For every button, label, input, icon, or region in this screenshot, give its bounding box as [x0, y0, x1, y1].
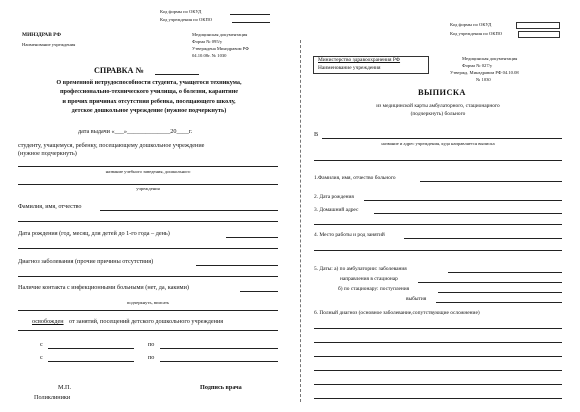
right-diagnosis-line5[interactable] — [314, 384, 562, 385]
left-released-rest: от занятий, посещений детского дошкольного учреждения — [69, 318, 224, 325]
left-to1-label: по — [148, 341, 155, 348]
right-doc-line1: Медицинская документация — [462, 56, 518, 61]
left-doc-line3: Утверждена Минздравом РФ — [192, 46, 249, 51]
right-diagnosis-line3[interactable] — [314, 356, 562, 357]
right-item2-field[interactable] — [364, 200, 562, 201]
right-item4-field2[interactable] — [314, 250, 562, 251]
left-birth-field[interactable] — [226, 237, 278, 238]
right-title: ВЫПИСКА — [418, 88, 466, 97]
right-item5a: 5. Даты: а) по амбулатории: заболевания — [314, 266, 407, 272]
right-okud-field[interactable] — [516, 22, 560, 29]
right-item6: 6. Полный диагноз (основное заболевание,сопутствующие осложнение) — [314, 310, 480, 316]
right-item1-field[interactable] — [420, 181, 562, 182]
left-subtitle-line1: О временной нетрудоспособности студента, учащегося техникума, — [56, 79, 242, 86]
left-subtitle-line2: профессионально-технического училища, о болезни, карантине — [59, 88, 239, 96]
right-item5d-field[interactable] — [436, 302, 562, 303]
left-to2-field[interactable] — [160, 361, 278, 362]
left-subtitle-line3: и прочих причинах отсутствия ребенка, посещающего школу, — [62, 97, 236, 105]
left-issue-date[interactable]: дата выдачи «___»______________20____г. — [78, 128, 193, 135]
right-diagnosis-line6[interactable] — [314, 398, 562, 399]
left-fio-field2[interactable] — [18, 221, 278, 222]
left-fio-field[interactable] — [100, 210, 278, 211]
left-doc-line1: Медицинская документация — [192, 32, 248, 37]
left-institution-label: Наименование учреждения — [22, 42, 76, 47]
left-doc-line2: Форма № 095/у — [192, 39, 223, 44]
right-to-field[interactable] — [322, 138, 562, 139]
right-item3-field[interactable] — [374, 213, 562, 214]
left-contact-field2[interactable] — [18, 310, 278, 311]
left-from2-field[interactable] — [48, 361, 134, 362]
left-okpo-field[interactable] — [232, 22, 270, 23]
right-item4-field[interactable] — [404, 238, 562, 239]
right-okud-label: Код формы по ОКУД — [450, 22, 492, 27]
left-from2-label: с — [40, 354, 43, 361]
right-ministry: Министерство здравоохранения РФ — [318, 57, 401, 63]
left-subtitle — [18, 78, 280, 116]
left-released-word: освобожден — [32, 318, 64, 325]
right-institution-label: Наименование учреждения — [318, 65, 381, 71]
right-item3-field2[interactable] — [314, 224, 562, 225]
right-item5c: б) по стационару: поступления — [338, 286, 410, 292]
right-item2: 2. Дата рождения — [314, 194, 354, 200]
left-institution-caption1: название учебного заведения, дошкольного — [105, 169, 191, 174]
right-item3: 3. Домашний адрес — [314, 207, 359, 213]
left-diagnosis-field2[interactable] — [18, 276, 278, 277]
left-student-line2: (нужное подчеркнуть) — [18, 150, 77, 157]
left-to2-label: по — [148, 354, 155, 361]
right-to-caption: название и адрес учреждения, куда направляется выписка — [381, 141, 495, 146]
left-okpo-label: Код учреждения по ОКПО — [160, 17, 213, 22]
left-institution-field2[interactable] — [18, 184, 278, 185]
right-item4: 4. Место работы и род занятий — [314, 232, 385, 238]
left-number-field[interactable] — [155, 74, 199, 75]
right-item1: 1.Фамилия, имя, отчество больного — [314, 175, 396, 181]
left-from1-field[interactable] — [48, 348, 134, 349]
right-item5a-field[interactable] — [448, 272, 562, 273]
right-diagnosis-line2[interactable] — [314, 342, 562, 343]
right-diagnosis-line1[interactable] — [314, 328, 562, 329]
left-diagnosis-label: Диагноз заболевания (прочие причины отсутствия) — [18, 258, 154, 265]
left-birth-label: Дата рождения (год, месяц, для детей до 1-го года – день) — [18, 230, 170, 237]
left-okud-field[interactable] — [230, 14, 270, 15]
left-doctor-signature: Подпись врача — [200, 384, 242, 391]
right-subtitle1: из медицинской карты амбулаторного, стационарного — [376, 103, 500, 109]
right-okpo-label: Код учреждения по ОКПО — [450, 31, 503, 36]
right-doc-line4: № 1030 — [476, 77, 491, 82]
left-clinic: Поликлиники — [34, 394, 71, 401]
right-item5d: выбытия — [406, 296, 427, 302]
right-doc-line2: Форма № 027/у — [462, 63, 493, 68]
right-item5b-field[interactable] — [418, 282, 562, 283]
left-from1-label: с — [40, 341, 43, 348]
left-student-line1: студенту, учащемуся, ребенку, посещающему дошкольное учреждение — [18, 142, 205, 149]
left-mp: М.П. — [58, 384, 72, 391]
form-separator — [300, 40, 301, 402]
left-released-field[interactable] — [18, 330, 278, 331]
left-doc-line4: 04.10.08г. № 1030 — [192, 53, 227, 58]
right-to-field2[interactable] — [314, 160, 562, 161]
right-subtitle2: (подчеркнуть) больного — [410, 111, 466, 117]
right-okpo-field[interactable] — [518, 31, 560, 38]
left-subtitle-line4: детское дошкольное учреждение (нужное подчеркнуть) — [71, 107, 227, 115]
left-to1-field[interactable] — [160, 348, 278, 349]
left-sign-caption: подчеркнуть, вписать — [126, 300, 170, 305]
right-diagnosis-line4[interactable] — [314, 370, 562, 371]
right-item5c-field[interactable] — [438, 292, 562, 293]
left-ministry: МИНЗДРАВ РФ — [22, 32, 61, 38]
left-fio-label: Фамилия, имя, отчество — [18, 203, 82, 210]
left-contact-label: Наличие контакта с инфекционными больными (нет, да, какими) — [18, 284, 189, 291]
left-contact-field[interactable] — [240, 291, 278, 292]
left-birth-field2[interactable] — [18, 248, 278, 249]
left-institution-field[interactable] — [18, 166, 278, 167]
right-to-prefix: В — [314, 131, 319, 138]
right-doc-line3: Утвержд. Минздравом РФ 04.10.08 — [450, 70, 519, 75]
left-title: СПРАВКА № — [94, 66, 144, 75]
right-item5b: направления в стационар — [340, 276, 398, 282]
left-diagnosis-field[interactable] — [196, 265, 278, 266]
left-okud-label: Код формы по ОКУД — [160, 9, 202, 14]
left-institution-caption2: учреждения — [136, 186, 160, 191]
